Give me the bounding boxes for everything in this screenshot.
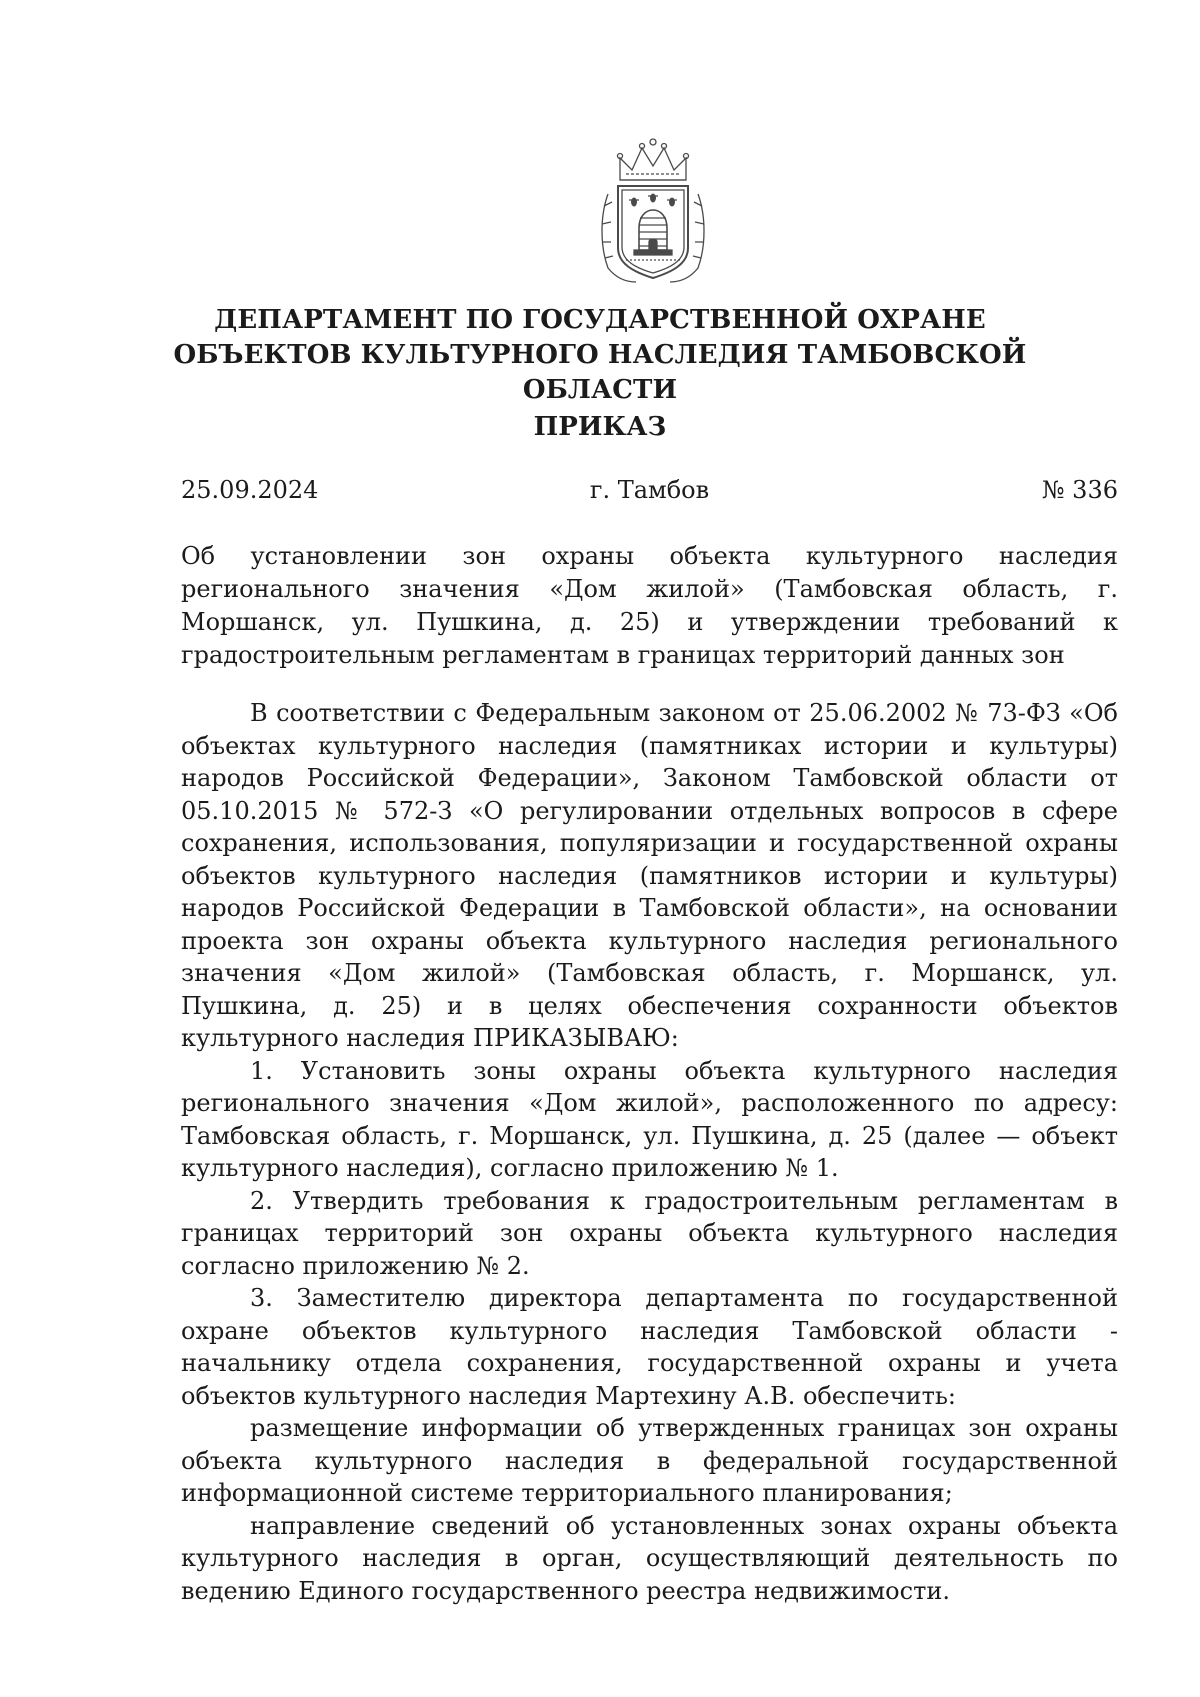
tambov-coat-of-arms-icon	[596, 136, 710, 288]
order-item-3: 3. Заместителю директора департамента по государственной охране объектов культурного наследия Тамбовской области - начальнику отдела сохранения, государственной охраны и учета объектов культурного наследия Мартехину А.В. обеспечить:	[181, 1284, 1118, 1410]
order-item-3-subpoint-a: размещение информации об утвержденных границах зон охраны объекта культурного наследия в федеральной государственной информационной системе территориального планирования;	[181, 1414, 1118, 1507]
order-body	[181, 697, 1118, 1607]
order-meta-row	[181, 473, 1118, 507]
order-item-1: 1. Установить зоны охраны объекта культурного наследия регионального значения «Дом жилой», расположенного по адресу: Тамбовская область, г. Моршанск, ул. Пушкина, д. 25 (далее — объект культурного наследия), согласно приложению № 1.	[181, 1056, 1118, 1182]
order-number: № 336	[1041, 476, 1118, 504]
preamble-paragraph: В соответствии с Федеральным законом от 25.06.2002 № 73-ФЗ «Об объектах культурного наследия (памятниках истории и культуры) народов Российской Федерации», Законом Тамбовской области от 05.10.2015 № 572-З «О регулировании отдельных вопросов в сфере сохранения, использования, популяризации и государственной охраны объектов культурного наследия (памятников истории и культуры) народов Российской Федерации в Тамбовской области», на основании проекта зон охраны объекта культурного наследия регионального значения «Дом жилой» (Тамбовская область, г. Моршанск, ул. Пушкина, д. 25) и в целях обеспечения сохранности объектов культурного наследия ПРИКАЗЫВАЮ:	[181, 699, 1118, 1052]
order-subject: Об установлении зон охраны объекта культурного наследия регионального значения «Дом жилой» (Тамбовская область, г. Моршанск, ул. Пушкина, д. 25) и утверждении требований к градостроительным регламентам в границах территорий данных зон	[181, 542, 1118, 669]
department-title: ДЕПАРТАМЕНТ ПО ГОСУДАРСТВЕННОЙ ОХРАНЕ ОБЪЕКТОВ КУЛЬТУРНОГО НАСЛЕДИЯ ТАМБОВСКОЙ ОБЛАСТИ	[173, 305, 1027, 405]
order-city: г. Тамбов	[589, 476, 710, 504]
document-type-title: ПРИКАЗ	[533, 412, 667, 442]
order-item-2: 2. Утвердить требования к градостроительным регламентам в границах территорий зон охраны объекта культурного наследия согласно приложению № 2.	[181, 1186, 1118, 1280]
order-date: 25.09.2024	[181, 476, 319, 504]
order-item-3-subpoint-b: направление сведений об установленных зонах охраны объекта культурного наследия в орган, осуществляющий деятельность по ведению Единого государственного реестра недвижимости.	[181, 1511, 1118, 1605]
